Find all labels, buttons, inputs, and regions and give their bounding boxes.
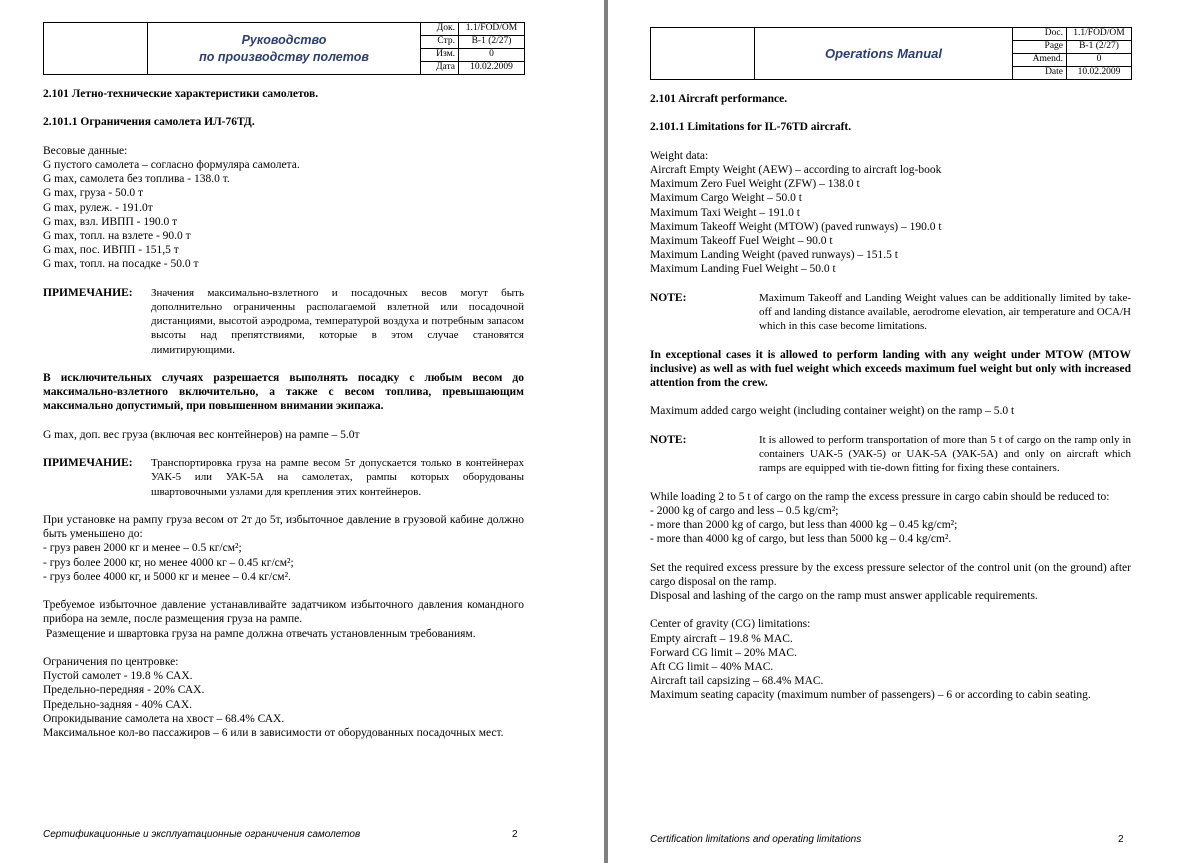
weight-heading: Weight data: [650,149,709,162]
cg-line: Предельно-передняя - 20% САХ. [43,684,205,697]
header-row-doc: Doc. 1.1/FOD/OM [1013,28,1131,41]
pressure-line: - more than 4000 kg of cargo, but less than 5000 kg – 0.4 kg/cm². [650,533,952,546]
weight-line: Maximum Landing Fuel Weight – 50.0 t [650,263,836,276]
note-text: Значения максимально-взлетного и посадочных весов могут быть дополнительно ограниченны располагаемой взлетной или посадочной дистанциями, высотой аэродрома, температурой воздуха и потребным запасом высоты над препятствиями, которые в этом случае становятся лимитирующими. [151,286,524,356]
weight-line: G max, топл. на посадке - 50.0 т [43,258,199,271]
weight-line: G max, пос. ИВПП - 151,5 т [43,244,179,257]
cg-line: Aft CG limit – 40% MAC. [650,660,774,673]
cg-line: Forward CG limit – 20% MAC. [650,646,797,659]
note-label: NOTE: [650,433,687,446]
note-label: ПРИМЕЧАНИЕ: [43,286,133,299]
header-row-date: Date 10.02.2009 [1013,67,1131,79]
ramp-weight-line: Maximum added cargo weight (including container weight) on the ramp – 5.0 t [650,405,1015,418]
passenger-paragraph: Maximum seating capacity (maximum number of passengers) – 6 or according to cabin seating. [650,689,1091,702]
subsection-title: 2.101.1 Limitations for IL-76TD aircraft. [650,121,852,134]
weight-line: G max, самолета без топлива - 138.0 т. [43,173,230,186]
note-text: Maximum Takeoff and Landing Weight values can be additionally limited by take-off and landing distance available, aerodrome elevation, air temperature and OCA/H which in this case become limitations. [759,291,1131,333]
note-ramp-containers [650,433,1131,476]
header-meta [421,23,524,74]
header-row-page: Page B-1 (2/27) [1013,41,1131,54]
cg-line: Empty aircraft – 19.8 % MAC. [650,632,793,645]
subsection-title: 2.101.1 Ограничения самолета ИЛ-76ТД. [43,116,255,129]
header-row-date: Дата 10.02.2009 [421,62,524,74]
weight-line: G max, топл. на взлете - 90.0 т [43,230,191,242]
header-row-amend: Amend. 0 [1013,54,1131,67]
page-number: 2 [512,829,518,840]
weight-line: G пустого самолета – согласно формуляра самолета. [43,158,300,171]
header-row-amend: Изм. 0 [421,49,524,62]
header-title [755,28,1013,79]
note-text: Транспортировка груза на рампе весом 5т допускается только в контейнерах УАК-5 или УАК-5А на самолетах, рампы которых оборудованы швартовочными узлами для крепления этих контейнеров. [151,457,524,498]
cg-line: Предельно-задняя - 40% САХ. [43,698,193,711]
note-text: It is allowed to perform transportation of more than 5 t of cargo on the ramp only in containers UAK-5 (УАК-5) or UAK-5A (УАК-5A) and only on aircraft which ramps are equipped with tie-down fitting for fixing these containers. [759,433,1131,475]
disposal-paragraph: Размещение и швартовка груза на рампе должна отвечать установленным требованиям. [43,627,476,640]
note-weight-limits [43,286,524,357]
cg-line: Пустой самолет - 19.8 % САХ. [43,670,193,683]
page-body [650,92,1131,703]
passenger-paragraph: Максимальное кол-во пассажиров – 6 или в зависимости от оборудованных посадочных мест. [43,727,504,739]
weight-line: G max, взл. ИВПП - 190.0 т [43,215,178,228]
weight-line: Maximum Zero Fuel Weight (ZFW) – 138.0 t [650,178,860,191]
header-title-line1: Руководство [241,32,327,47]
weight-line: Maximum Cargo Weight – 50.0 t [650,192,802,205]
pressure-line: - 2000 kg of cargo and less – 0.5 kg/cm²; [650,504,839,517]
exceptional-landing-paragraph: В исключительных случаях разрешается выполнять посадку с любым весом до максимально-взлетного включительно, а также с весом топлива, превышающим максимально допустимый, при повышенном внимании экипажа. [43,372,524,413]
page-body [43,87,524,740]
page-footer: Certification limitations and operating limitations [650,834,862,845]
header-title [148,23,421,74]
pressure-setting-paragraph: Требуемое избыточное давление устанавливайте задатчиком избыточного давления командного прибора на земле, после размещения груза на рампе. [43,599,524,626]
pressure-line: - груз более 4000 кг, и 5000 кг и менее – 0.4 кг/см². [43,570,291,583]
header-row-page: Стр. B-1 (2/27) [421,36,524,49]
pressure-setting-paragraph: Set the required excess pressure by the excess pressure selector of the control unit (on the ground) after cargo disposal on the ramp. [650,561,1131,588]
pressure-line: - груз равен 2000 кг и менее – 0.5 кг/см²; [43,542,242,555]
header-meta [1013,28,1131,79]
disposal-paragraph: Disposal and lashing of the cargo on the ramp must answer applicable requirements. [650,589,1038,602]
note-label: NOTE: [650,291,687,304]
weight-line: G max, груза - 50.0 т [43,187,144,200]
header-logo-cell [44,23,148,74]
weight-line: Maximum Takeoff Fuel Weight – 90.0 t [650,235,833,247]
weight-line: Aircraft Empty Weight (AEW) – according to aircraft log-book [650,163,942,176]
exceptional-landing-paragraph: In exceptional cases it is allowed to perform landing with any weight under MTOW (MTOW inclusive) as well as with fuel weight which exceeds maximum fuel weight but only with increased attention from the crew. [650,348,1131,389]
page-header-table [650,27,1132,80]
note-ramp-containers [43,456,524,499]
page-header-table [43,22,525,75]
note-weight-limits [650,291,1131,334]
section-title: 2.101 Aircraft performance. [650,93,788,105]
weight-line: G max, рулеж. - 191.0т [43,201,153,214]
weight-heading: Весовые данные: [43,144,128,157]
header-row-doc: Док. 1.1/FOD/OM [421,23,524,36]
cg-heading: Center of gravity (CG) limitations: [650,618,811,631]
section-title: 2.101 Летно-технические характеристики самолетов. [43,88,319,100]
cg-line: Aircraft tail capsizing – 68.4% MAC. [650,675,824,688]
weight-line: Maximum Takeoff Weight (MTOW) (paved runways) – 190.0 t [650,220,942,233]
ramp-weight-line: G max, доп. вес груза (включая вес контейнеров) на рампе – 5.0т [43,428,360,441]
cg-heading: Ограничения по центровке: [43,655,179,668]
header-title-line2: по производству полетов [199,49,369,64]
pressure-intro: При установке на рампу груза весом от 2т до 5т, избыточное давление в грузовой кабине должно быть уменьшено до: [43,513,524,541]
weight-line: Maximum Taxi Weight – 191.0 t [650,206,800,219]
cg-line: Опрокидывание самолета на хвост – 68.4% САХ. [43,712,285,725]
header-title-text: Operations Manual [824,46,943,61]
pressure-line: - груз более 2000 кг, но менее 4000 кг – 0.45 кг/см²; [43,556,294,569]
pressure-line: - more than 2000 kg of cargo, but less than 4000 kg – 0.45 kg/cm²; [650,518,958,531]
document-page-english [608,0,1200,863]
pressure-intro: While loading 2 to 5 t of cargo on the ramp the excess pressure in cargo cabin should be reduced to: [650,490,1110,503]
note-label: ПРИМЕЧАНИЕ: [43,457,133,470]
weight-line: Maximum Landing Weight (paved runways) – 151.5 t [650,249,898,262]
page-number: 2 [1118,834,1124,845]
page-footer: Сертификационные и эксплуатационные ограничения самолетов [43,829,361,840]
header-logo-cell [651,28,755,79]
